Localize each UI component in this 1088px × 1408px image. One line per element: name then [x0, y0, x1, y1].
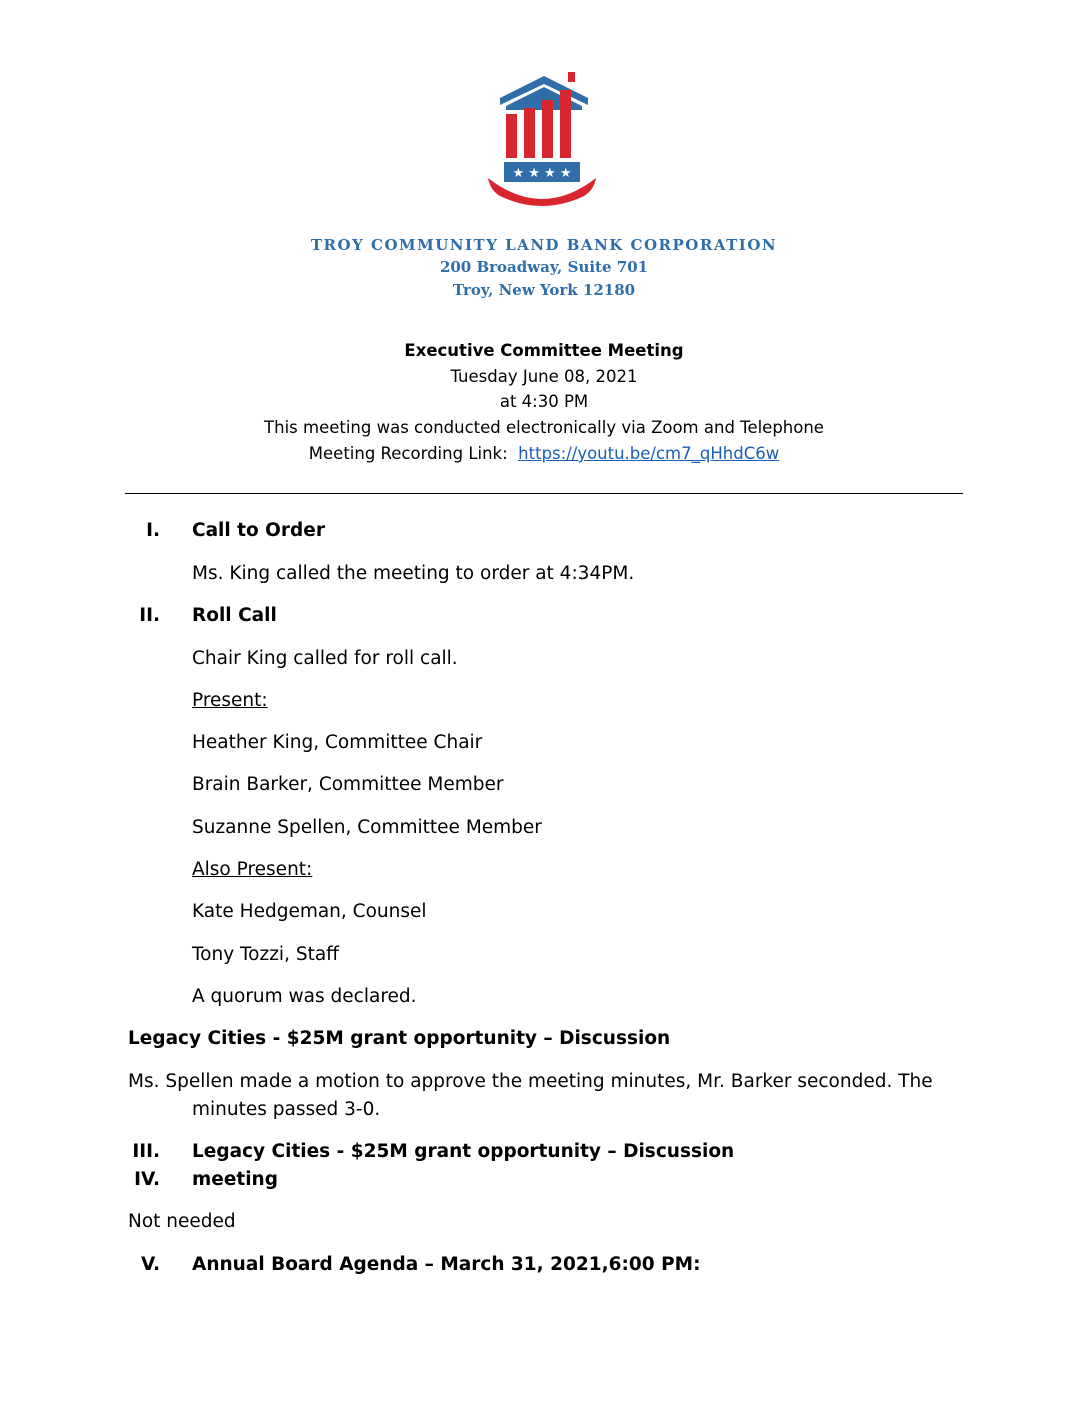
- meeting-title: Executive Committee Meeting: [404, 341, 684, 360]
- section-4-number: IV.: [134, 1169, 160, 1190]
- present-member: Suzanne Spellen, Committee Member: [192, 817, 542, 838]
- org-name: TROY COMMUNITY LAND BANK CORPORATION: [310, 236, 778, 254]
- capitol-building-flag-logo-icon: [484, 70, 604, 210]
- section-3-number: III.: [132, 1141, 160, 1162]
- meeting-note: This meeting was conducted electronically via Zoom and Telephone: [264, 418, 824, 437]
- present-member: Heather King, Committee Chair: [192, 732, 483, 753]
- section-1-number: I.: [146, 520, 160, 541]
- also-present-member: Kate Hedgeman, Counsel: [192, 901, 427, 922]
- meeting-date: Tuesday June 08, 2021: [450, 367, 638, 386]
- section-1-text: Ms. King called the meeting to order at 4:34PM.: [192, 563, 635, 584]
- section-4-title: meeting: [192, 1169, 278, 1190]
- present-member: Brain Barker, Committee Member: [192, 774, 504, 795]
- recording-label: Meeting Recording Link:: [308, 444, 508, 463]
- meeting-time: at 4:30 PM: [499, 392, 589, 411]
- svg-text:★ ★ ★ ★: ★ ★ ★ ★: [512, 166, 572, 181]
- meeting-recording-line: [0, 444, 1088, 463]
- section-2-text: Chair King called for roll call.: [192, 648, 458, 669]
- also-present-label: Also Present:: [192, 859, 313, 880]
- section-3-title: Legacy Cities - $25M grant opportunity – Discussion: [192, 1141, 735, 1162]
- present-label: Present:: [192, 690, 268, 711]
- section-2-title: Roll Call: [192, 605, 277, 626]
- motion-text-line1: Ms. Spellen made a motion to approve the meeting minutes, Mr. Barker seconded. The: [128, 1071, 933, 1092]
- section-1-title: Call to Order: [192, 520, 325, 541]
- motion-text-line2: minutes passed 3-0.: [192, 1099, 381, 1120]
- org-address-line1: 200 Broadway, Suite 701: [439, 258, 649, 276]
- section-5-title: Annual Board Agenda – March 31, 2021,6:00 PM:: [192, 1254, 701, 1275]
- section-5-number: V.: [141, 1254, 160, 1275]
- also-present-member: Tony Tozzi, Staff: [192, 944, 339, 965]
- org-address-line2: Troy, New York 12180: [452, 281, 636, 299]
- recording-link[interactable]: https://youtu.be/cm7_qHhdC6w: [518, 444, 780, 463]
- section-2-number: II.: [139, 605, 160, 626]
- not-needed-text: Not needed: [128, 1211, 236, 1232]
- legacy-heading: Legacy Cities - $25M grant opportunity – Discussion: [128, 1028, 671, 1049]
- header-divider: [125, 493, 963, 494]
- quorum-text: A quorum was declared.: [192, 986, 417, 1007]
